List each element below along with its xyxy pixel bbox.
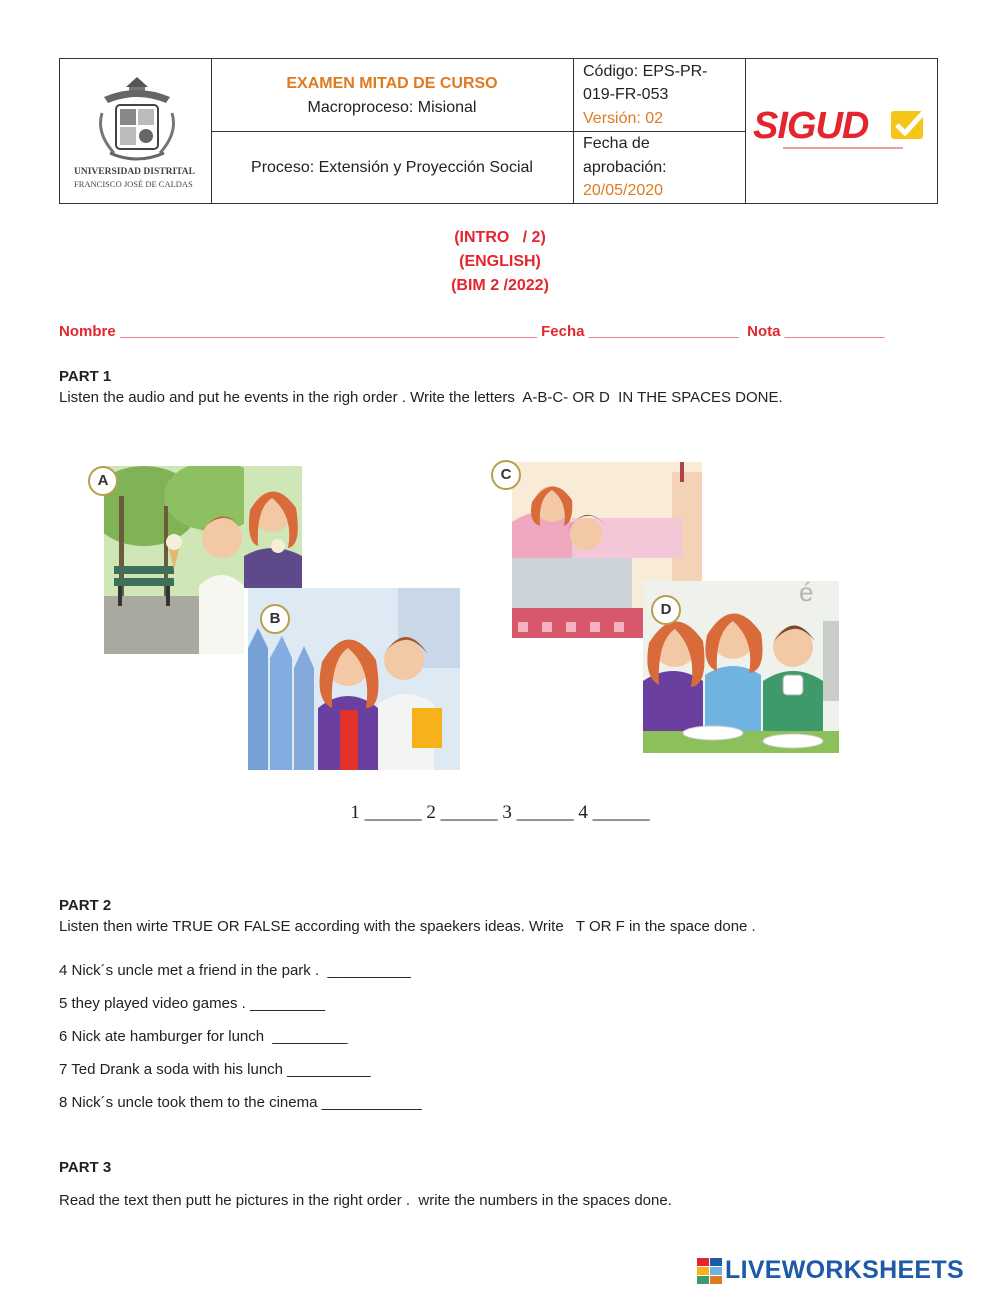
sigud-wordmark: SIGUD — [753, 105, 869, 147]
part2-item-6[interactable]: 6 Nick ate hamburger for lunch _________ — [59, 1028, 348, 1045]
code-line1: Código: EPS-PR- — [583, 63, 708, 80]
university-logo — [74, 73, 200, 193]
label-a-badge: A — [88, 466, 118, 496]
sigud-tagline-bar — [783, 147, 903, 149]
part2-item-5[interactable]: 5 they played video games . _________ — [59, 995, 326, 1012]
sigud-logo — [753, 103, 933, 153]
label-b-badge: B — [260, 604, 290, 634]
exam-title: EXAMEN MITAD DE CURSO — [286, 75, 498, 92]
approval-date-value: 20/05/2020 — [583, 182, 664, 199]
part1-answer-blanks[interactable]: 1 ______ 2 ______ 3 ______ 4 ______ — [350, 802, 650, 823]
course-level-title: (INTRO / 2) — [454, 229, 546, 246]
checkmark-icon — [889, 107, 929, 143]
process-label: Proceso: Extensión y Proyección Social — [251, 159, 533, 176]
student-info-line[interactable]: Nombre __________________________________________________ Fecha __________________ Nota ____________ — [59, 323, 885, 340]
part3-heading: PART 3 — [59, 1159, 112, 1176]
liveworksheets-logo — [697, 1256, 997, 1286]
macroprocess-label: Macroproceso: Misional — [307, 99, 477, 116]
part1-instruction: Listen the audio and put he events in the righ order . Write the letters A-B-C- OR D IN THE SPACES DONE. — [59, 389, 783, 406]
approval-date-label1: Fecha de — [583, 135, 650, 152]
liveworksheets-wordmark: LIVEWORKSHEETS — [725, 1256, 964, 1284]
liveworksheets-blocks-icon — [697, 1258, 723, 1284]
picture-a-park — [104, 466, 244, 654]
university-subname: FRANCISCO JOSÉ DE CALDAS — [74, 179, 193, 189]
course-subject-title: (ENGLISH) — [459, 253, 541, 270]
part2-item-7[interactable]: 7 Ted Drank a soda with his lunch __________ — [59, 1061, 371, 1078]
header-table — [59, 58, 938, 204]
university-seal-icon — [74, 73, 200, 165]
course-period-title: (BIM 2 /2022) — [451, 277, 549, 294]
part1-heading: PART 1 — [59, 368, 112, 385]
part2-item-4[interactable]: 4 Nick´s uncle met a friend in the park . __________ — [59, 962, 411, 979]
code-line2: 019-FR-053 — [583, 86, 669, 103]
part3-instruction: Read the text then putt he pictures in the right order . write the numbers in the spaces done. — [59, 1192, 672, 1209]
approval-date-label2: aprobación: — [583, 159, 667, 176]
part2-item-8[interactable]: 8 Nick´s uncle took them to the cinema ____________ — [59, 1094, 422, 1111]
picture-a-park-friend — [244, 466, 302, 588]
version-label: Versión: 02 — [583, 110, 664, 127]
cafe-sign-letter: é — [799, 581, 814, 607]
label-d-badge: D — [651, 595, 681, 625]
part2-instruction: Listen then wirte TRUE OR FALSE according with the spaekers ideas. Write T OR F in the space done . — [59, 918, 756, 935]
university-name: UNIVERSIDAD DISTRITAL — [74, 167, 195, 177]
label-c-badge: C — [491, 460, 521, 490]
part2-heading: PART 2 — [59, 897, 112, 914]
